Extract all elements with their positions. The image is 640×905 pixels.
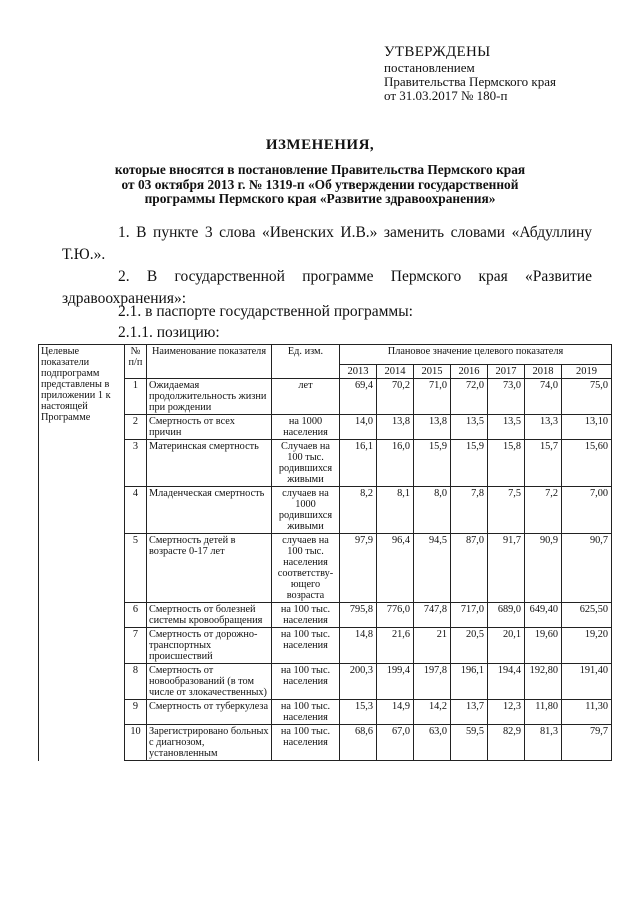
- value-cell: 191,40: [562, 664, 612, 700]
- value-cell: 8,2: [340, 487, 377, 534]
- table-row: [39, 487, 612, 534]
- table-row: [39, 415, 612, 440]
- value-cell: 13,3: [525, 415, 562, 440]
- value-cell: 14,8: [340, 628, 377, 664]
- row-number: 6: [125, 603, 147, 628]
- value-cell: 625,50: [562, 603, 612, 628]
- value-cell: 73,0: [488, 379, 525, 415]
- value-cell: 21: [414, 628, 451, 664]
- paragraph-2-1: 2.1. в паспорте государственной программы:: [118, 303, 413, 320]
- value-cell: 15,7: [525, 440, 562, 487]
- indicator-name: Смертность от дорожно-транспортных происшествий: [147, 628, 272, 664]
- value-cell: 689,0: [488, 603, 525, 628]
- value-cell: 15,9: [414, 440, 451, 487]
- header-year: 2015: [414, 365, 451, 379]
- header-unit: Ед. изм.: [272, 345, 340, 379]
- unit-cell: случаев на 100 тыс. населения соответству-ющего возраста: [272, 534, 340, 603]
- unit-cell: на 100 тыс. населения: [272, 725, 340, 761]
- subtitle-line-3: программы Пермского края «Развитие здравоохранения»: [144, 191, 496, 206]
- value-cell: 19,60: [525, 628, 562, 664]
- unit-cell: на 1000 населения: [272, 415, 340, 440]
- value-cell: 196,1: [451, 664, 488, 700]
- value-cell: 82,9: [488, 725, 525, 761]
- value-cell: 12,3: [488, 700, 525, 725]
- value-cell: 16,0: [377, 440, 414, 487]
- value-cell: 747,8: [414, 603, 451, 628]
- subtitle-line-1: которые вносятся в постановление Правительства Пермского края: [114, 162, 526, 177]
- indicator-name: Материнская смертность: [147, 440, 272, 487]
- value-cell: 776,0: [377, 603, 414, 628]
- paragraph-2: 2. В государственной программе Пермского края «Развитие здравоохранения»:: [62, 268, 592, 307]
- paragraph-2-1-1: 2.1.1. позицию:: [118, 324, 220, 341]
- value-cell: 13,8: [414, 415, 451, 440]
- row-number: 10: [125, 725, 147, 761]
- value-cell: 15,3: [340, 700, 377, 725]
- header-year: 2013: [340, 365, 377, 379]
- approval-line-1: постановлением: [384, 60, 475, 75]
- value-cell: 13,5: [451, 415, 488, 440]
- header-year: 2017: [488, 365, 525, 379]
- value-cell: 75,0: [562, 379, 612, 415]
- indicator-name: Смертность от новообразований (в том числе от злокачественных): [147, 664, 272, 700]
- indicator-name: Ожидаемая продолжительность жизни при рождении: [147, 379, 272, 415]
- value-cell: 7,8: [451, 487, 488, 534]
- row-number: 4: [125, 487, 147, 534]
- approval-heading: УТВЕРЖДЕНЫ: [384, 44, 491, 60]
- table-row: [39, 725, 612, 761]
- value-cell: 90,7: [562, 534, 612, 603]
- approval-line-2: Правительства Пермского края: [384, 74, 556, 89]
- indicator-name: Смертность детей в возрасте 0-17 лет: [147, 534, 272, 603]
- value-cell: 11,80: [525, 700, 562, 725]
- indicator-name: Смертность от туберкулеза: [147, 700, 272, 725]
- value-cell: 16,1: [340, 440, 377, 487]
- value-cell: 199,4: [377, 664, 414, 700]
- value-cell: 69,4: [340, 379, 377, 415]
- value-cell: 649,40: [525, 603, 562, 628]
- table-row: [39, 700, 612, 725]
- value-cell: 13,5: [488, 415, 525, 440]
- value-cell: 90,9: [525, 534, 562, 603]
- unit-cell: Случаев на 100 тыс. родившихся живыми: [272, 440, 340, 487]
- value-cell: 94,5: [414, 534, 451, 603]
- unit-cell: на 100 тыс. населения: [272, 628, 340, 664]
- subtitle-line-2: от 03 октября 2013 г. № 1319-п «Об утверждении государственной: [121, 176, 519, 192]
- table-row: [39, 628, 612, 664]
- value-cell: 81,3: [525, 725, 562, 761]
- value-cell: 21,6: [377, 628, 414, 664]
- unit-cell: на 100 тыс. населения: [272, 700, 340, 725]
- table-row: [39, 534, 612, 603]
- section-label-cell: Целевые показатели подпрограмм представлены в приложении 1 к настоящей Программе: [39, 345, 125, 761]
- value-cell: 63,0: [414, 725, 451, 761]
- value-cell: 194,4: [488, 664, 525, 700]
- value-cell: 14,9: [377, 700, 414, 725]
- value-cell: 7,5: [488, 487, 525, 534]
- document-subtitle: [80, 163, 560, 207]
- indicator-name: Смертность от болезней системы кровообращения: [147, 603, 272, 628]
- header-plan-value: Плановое значение целевого показателя: [340, 345, 612, 365]
- row-number: 5: [125, 534, 147, 603]
- header-year: 2016: [451, 365, 488, 379]
- value-cell: 200,3: [340, 664, 377, 700]
- value-cell: 20,5: [451, 628, 488, 664]
- table-row: [39, 664, 612, 700]
- unit-cell: случаев на 1000 родившихся живыми: [272, 487, 340, 534]
- value-cell: 15,9: [451, 440, 488, 487]
- value-cell: 13,8: [377, 415, 414, 440]
- row-number: 7: [125, 628, 147, 664]
- value-cell: 8,1: [377, 487, 414, 534]
- header-indicator-name: Наименование показателя: [147, 345, 272, 379]
- table-row: [39, 603, 612, 628]
- value-cell: 192,80: [525, 664, 562, 700]
- header-number: № п/п: [125, 345, 147, 379]
- value-cell: 91,7: [488, 534, 525, 603]
- value-cell: 7,00: [562, 487, 612, 534]
- value-cell: 59,5: [451, 725, 488, 761]
- row-number: 8: [125, 664, 147, 700]
- value-cell: 79,7: [562, 725, 612, 761]
- value-cell: 72,0: [451, 379, 488, 415]
- value-cell: 197,8: [414, 664, 451, 700]
- header-year: 2019: [562, 365, 612, 379]
- value-cell: 19,20: [562, 628, 612, 664]
- header-year: 2018: [525, 365, 562, 379]
- value-cell: 87,0: [451, 534, 488, 603]
- indicator-name: Смертность от всех причин: [147, 415, 272, 440]
- unit-cell: на 100 тыс. населения: [272, 664, 340, 700]
- unit-cell: лет: [272, 379, 340, 415]
- value-cell: 70,2: [377, 379, 414, 415]
- row-number: 2: [125, 415, 147, 440]
- approval-line-3: от 31.03.2017 № 180-п: [384, 88, 508, 103]
- indicators-table: [38, 344, 612, 761]
- value-cell: 71,0: [414, 379, 451, 415]
- document-title: ИЗМЕНЕНИЯ,: [265, 137, 375, 153]
- approval-stamp: [384, 44, 556, 103]
- table-row: [39, 440, 612, 487]
- value-cell: 15,8: [488, 440, 525, 487]
- value-cell: 15,60: [562, 440, 612, 487]
- unit-cell: на 100 тыс. населения: [272, 603, 340, 628]
- table-row: [39, 379, 612, 415]
- value-cell: 8,0: [414, 487, 451, 534]
- paragraph-1: 1. В пункте 3 слова «Ивенских И.В.» заменить словами «Абдуллину Т.Ю.».: [62, 224, 592, 263]
- value-cell: 96,4: [377, 534, 414, 603]
- value-cell: 795,8: [340, 603, 377, 628]
- value-cell: 14,2: [414, 700, 451, 725]
- value-cell: 11,30: [562, 700, 612, 725]
- value-cell: 14,0: [340, 415, 377, 440]
- row-number: 1: [125, 379, 147, 415]
- value-cell: 717,0: [451, 603, 488, 628]
- indicator-name: Младенческая смертность: [147, 487, 272, 534]
- value-cell: 74,0: [525, 379, 562, 415]
- value-cell: 7,2: [525, 487, 562, 534]
- row-number: 9: [125, 700, 147, 725]
- header-year: 2014: [377, 365, 414, 379]
- value-cell: 97,9: [340, 534, 377, 603]
- value-cell: 13,10: [562, 415, 612, 440]
- value-cell: 20,1: [488, 628, 525, 664]
- value-cell: 67,0: [377, 725, 414, 761]
- indicator-name: Зарегистрировано больных с диагнозом, установленным: [147, 725, 272, 761]
- value-cell: 13,7: [451, 700, 488, 725]
- row-number: 3: [125, 440, 147, 487]
- value-cell: 68,6: [340, 725, 377, 761]
